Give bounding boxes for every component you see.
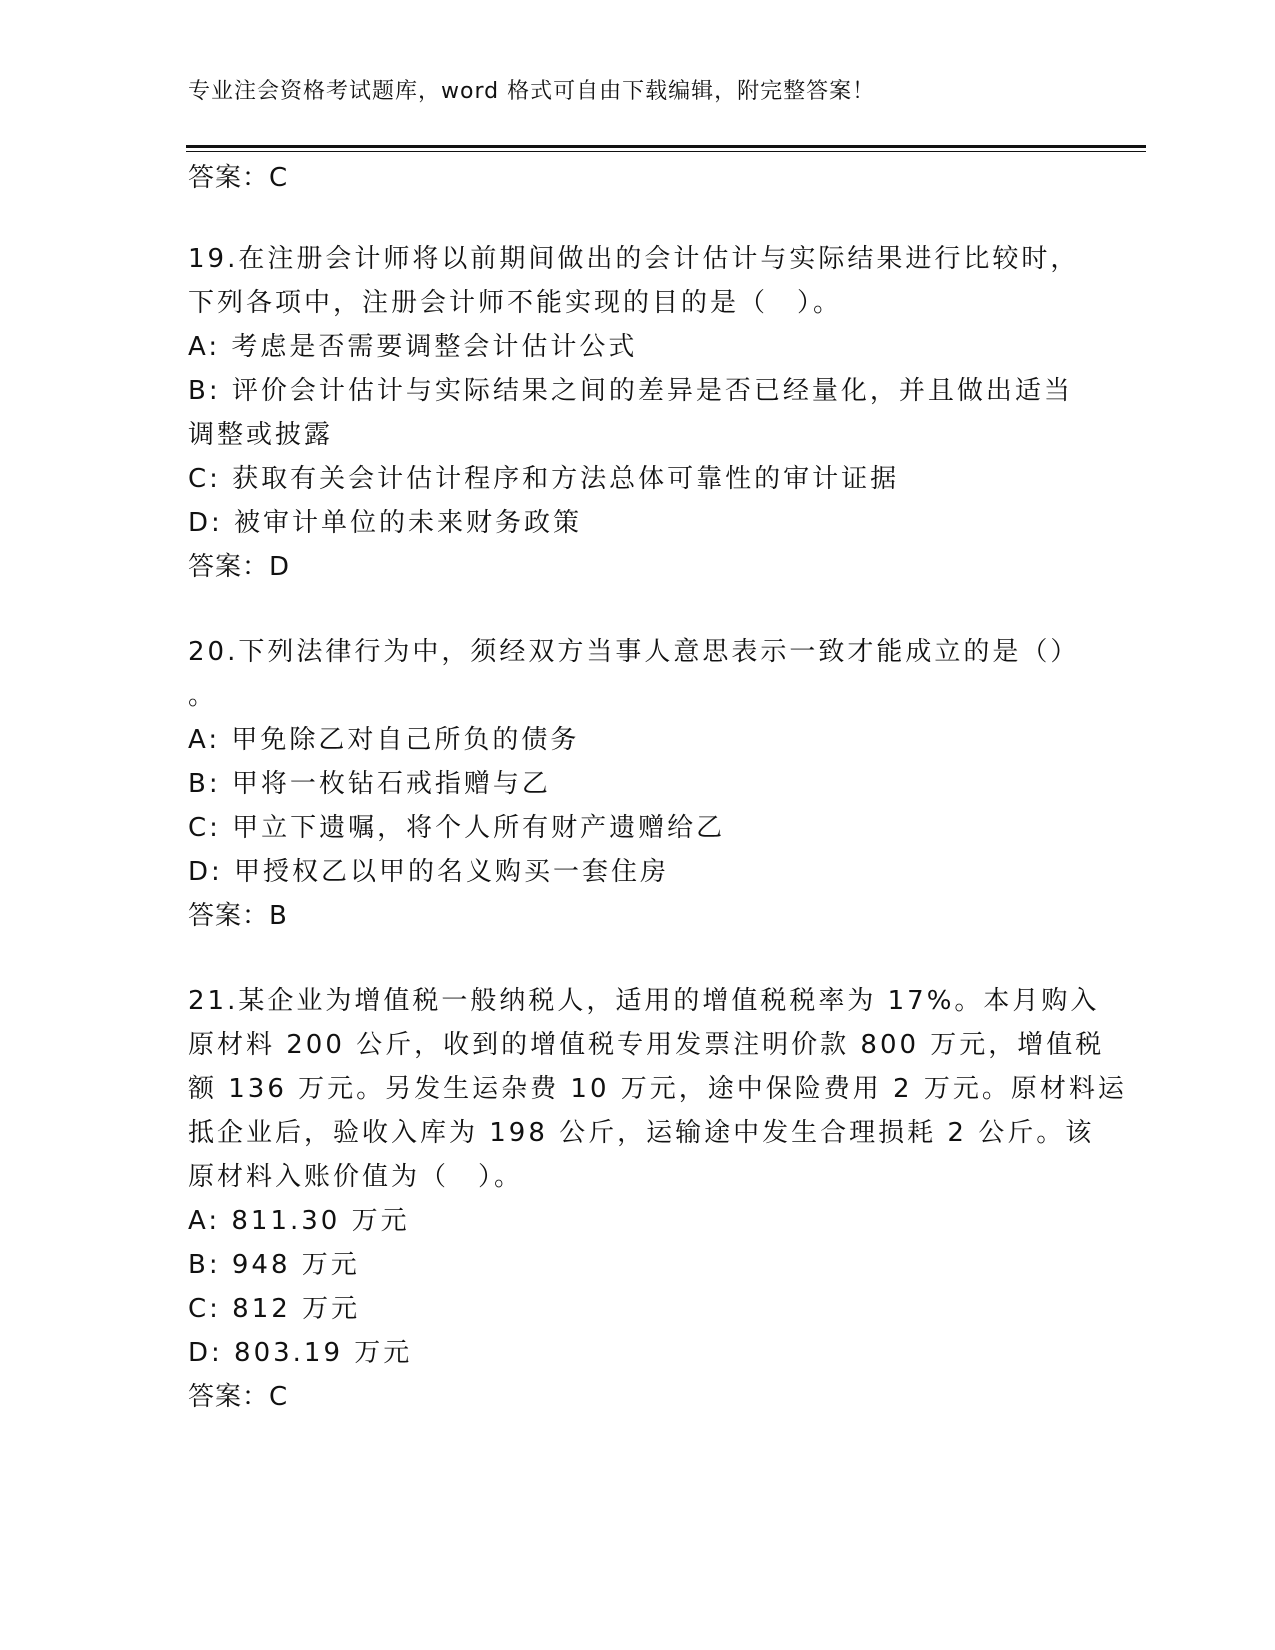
question-20-option-d: D: 甲授权乙以甲的名义购买一套住房 (188, 857, 670, 887)
question-21-option-c: C: 812 万元 (188, 1294, 361, 1324)
question-19-line-1: 19.在注册会计师将以前期间做出的会计估计与实际结果进行比较时， (188, 244, 1080, 274)
question-19-option-a: A: 考虑是否需要调整会计估计公式 (188, 332, 638, 362)
question-21-line-1: 21.某企业为增值税一般纳税人，适用的增值税税率为 17%。本月购入 (188, 986, 1100, 1016)
question-20-option-b: B: 甲将一枚钻石戒指赠与乙 (188, 769, 551, 799)
question-21-line-2: 原材料 200 公斤，收到的增值税专用发票注明价款 800 万元，增值税 (188, 1030, 1105, 1060)
question-21-option-d: D: 803.19 万元 (188, 1338, 413, 1368)
question-19-option-c: C: 获取有关会计估计程序和方法总体可靠性的审计证据 (188, 464, 900, 494)
question-19-option-b: B: 评价会计估计与实际结果之间的差异是否已经量化，并且做出适当 (188, 376, 1073, 406)
question-19-line-2: 下列各项中，注册会计师不能实现的目的是（ ）。 (188, 288, 843, 318)
question-21-line-3: 额 136 万元。另发生运杂费 10 万元，途中保险费用 2 万元。原材料运 (188, 1074, 1127, 1104)
question-20-line-1: 20.下列法律行为中，须经双方当事人意思表示一致才能成立的是（） (188, 637, 1080, 667)
answer-18: 答案：C (188, 163, 289, 193)
answer-21: 答案：C (188, 1382, 289, 1412)
question-19-option-b-cont: 调整或披露 (188, 420, 334, 450)
question-21-line-4: 抵企业后，验收入库为 198 公斤，运输途中发生合理损耗 2 公斤。该 (188, 1118, 1095, 1148)
question-21-line-5: 原材料入账价值为（ ）。 (188, 1162, 524, 1192)
question-19-option-d: D: 被审计单位的未来财务政策 (188, 508, 583, 538)
question-20-line-2: 。 (188, 681, 218, 711)
page-header: 专业注会资格考试题库，word 格式可自由下载编辑，附完整答案！ (188, 79, 876, 104)
header-rule-thick (186, 145, 1146, 148)
question-20-option-a: A: 甲免除乙对自己所负的债务 (188, 725, 580, 755)
header-rule-thin (186, 151, 1146, 152)
question-21-option-a: A: 811.30 万元 (188, 1206, 410, 1236)
question-21-option-b: B: 948 万元 (188, 1250, 360, 1280)
question-20-option-c: C: 甲立下遗嘱，将个人所有财产遗赠给乙 (188, 813, 726, 843)
answer-20: 答案：B (188, 901, 288, 931)
answer-19: 答案：D (188, 552, 291, 582)
